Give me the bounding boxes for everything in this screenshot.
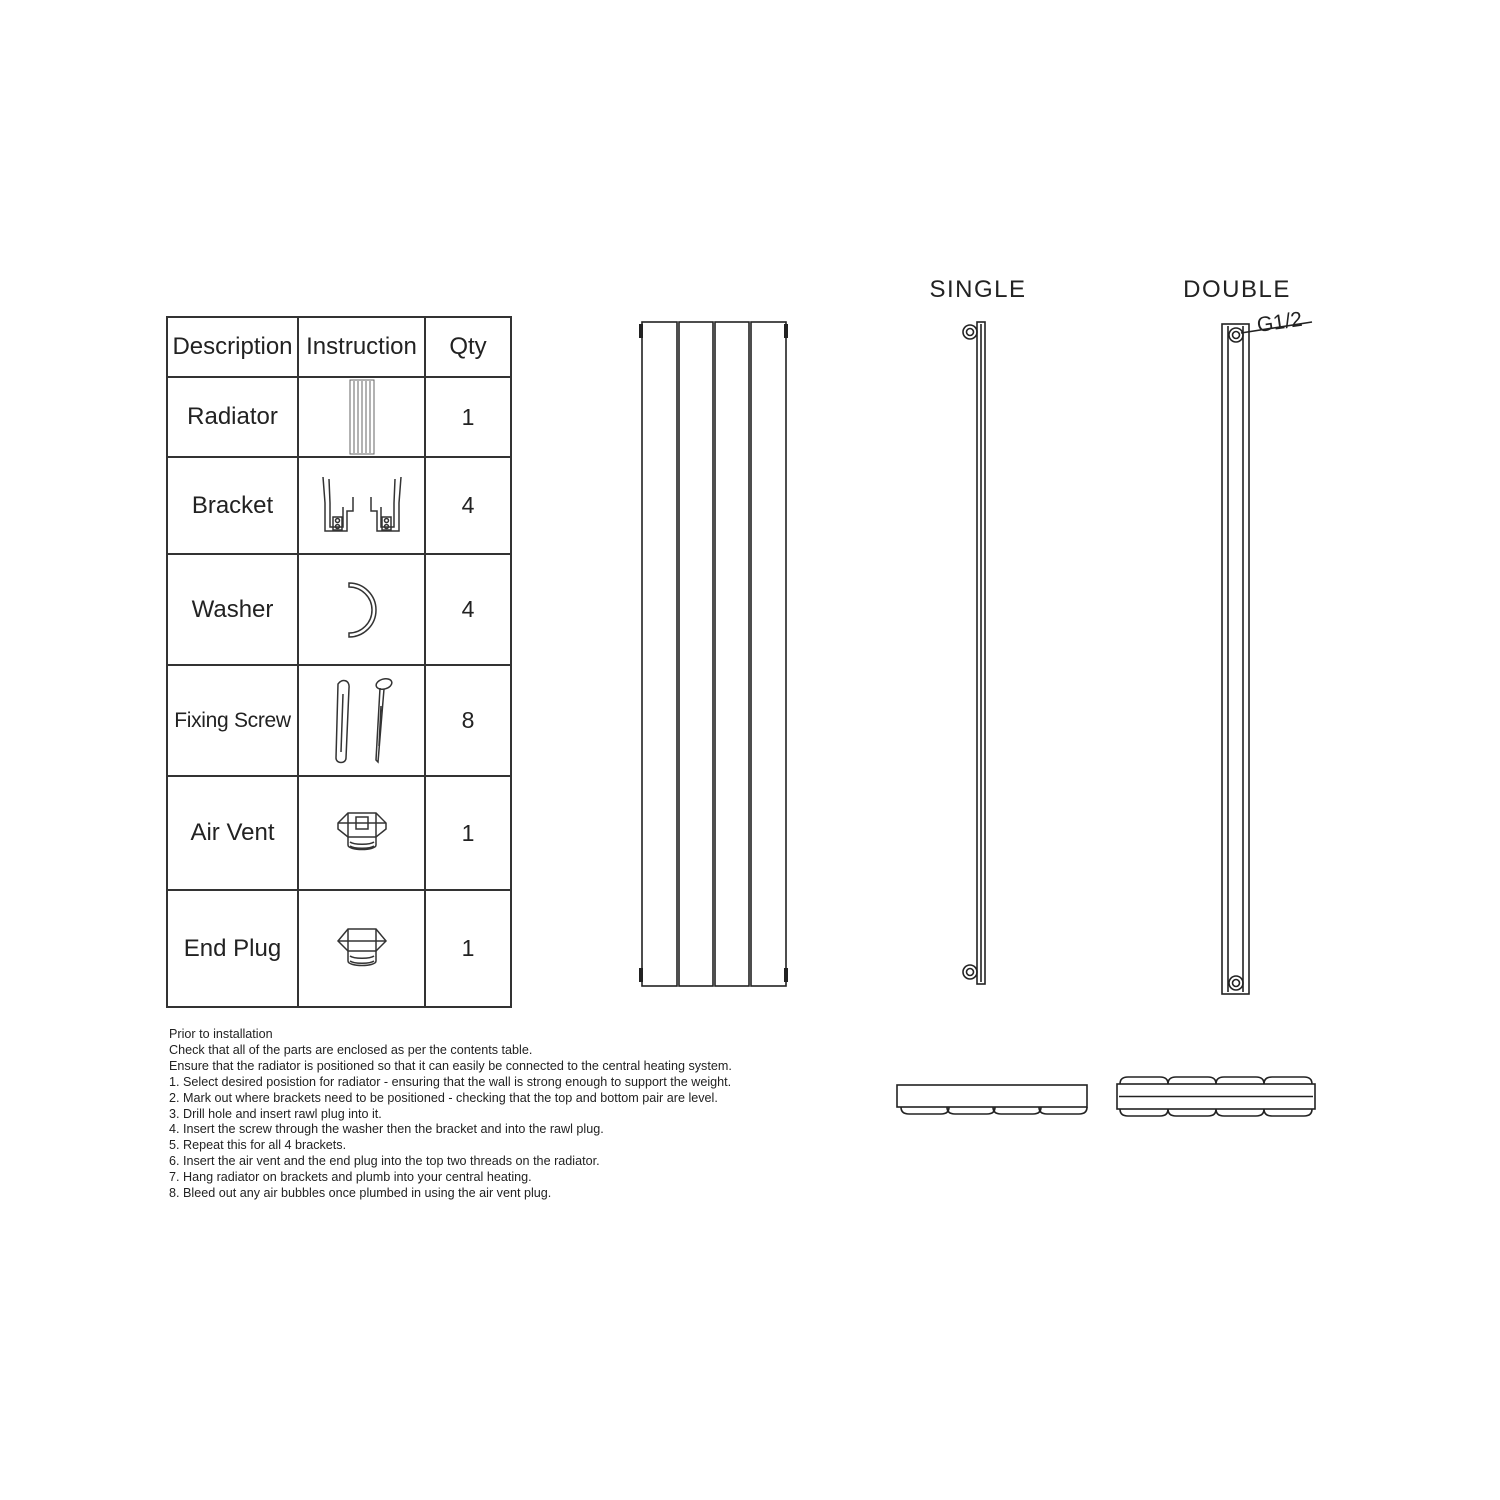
row-qty: 1 [425, 776, 511, 890]
instructions-heading: Prior to installation [169, 1027, 273, 1041]
screw-icon [322, 676, 402, 766]
front-view-tab [784, 968, 788, 982]
instruction-step: 4. Insert the screw through the washer then the bracket and into the rawl plug. [169, 1122, 604, 1137]
instruction-step: 2. Mark out where brackets need to be positioned - checking that the top and bottom pair are level. [169, 1090, 718, 1105]
air-vent-icon [334, 807, 390, 859]
row-qty: 1 [425, 890, 511, 1007]
front-panel [751, 322, 786, 986]
radiator-icon [347, 379, 377, 455]
row-icon-cell [298, 377, 425, 457]
instructions-steps [169, 1075, 809, 1202]
instruction-step: 5. Repeat this for all 4 brackets. [169, 1138, 347, 1153]
table-row [167, 554, 511, 665]
table-header-row [167, 317, 511, 377]
front-panel [715, 322, 749, 986]
header-instruction: Instruction [298, 317, 425, 377]
thread-label: G1/2 [1255, 307, 1304, 337]
front-panel [679, 322, 713, 986]
instructions-intro-line: Check that all of the parts are enclosed as per the contents table. [169, 1042, 533, 1057]
row-qty: 4 [425, 457, 511, 554]
front-view [639, 322, 788, 986]
double-label: DOUBLE [1183, 276, 1291, 303]
row-icon-cell [298, 890, 425, 1007]
top-view-single [897, 1085, 1087, 1114]
row-qty: 8 [425, 665, 511, 776]
table-row [167, 665, 511, 776]
table-row [167, 457, 511, 554]
row-qty: 4 [425, 554, 511, 665]
instruction-step: 3. Drill hole and insert rawl plug into it. [169, 1106, 382, 1121]
row-description: Fixing Screw [167, 665, 298, 776]
instruction-step: 6. Insert the air vent and the end plug into the top two threads on the radiator. [169, 1154, 600, 1169]
single-label: SINGLE [929, 276, 1027, 303]
front-panel [642, 322, 677, 986]
side-view-double [1222, 322, 1312, 994]
row-description: Air Vent [167, 776, 298, 890]
row-icon-cell [298, 554, 425, 665]
instruction-step: 1. Select desired posistion for radiator - ensuring that the wall is strong enough to support the weight. [169, 1074, 732, 1089]
table-row [167, 890, 511, 1007]
washer-icon [337, 575, 387, 645]
row-description: Washer [167, 554, 298, 665]
header-description: Description [167, 317, 298, 377]
row-qty: 1 [425, 377, 511, 457]
installation-instructions [169, 1027, 809, 1202]
row-icon-cell [298, 776, 425, 890]
parts-table [166, 316, 512, 1008]
side-view-single [963, 322, 985, 984]
row-description: Bracket [167, 457, 298, 554]
front-view-tab [639, 968, 643, 982]
row-description: Radiator [167, 377, 298, 457]
front-view-tab [784, 324, 788, 338]
row-icon-cell [298, 665, 425, 776]
bracket-icon [317, 473, 407, 539]
row-icon-cell [298, 457, 425, 554]
top-view-double [1117, 1077, 1315, 1116]
instruction-step: 7. Hang radiator on brackets and plumb into your central heating. [169, 1170, 532, 1185]
table-row [167, 377, 511, 457]
table-row [167, 776, 511, 890]
header-qty: Qty [425, 317, 511, 377]
front-view-tab [639, 324, 643, 338]
row-description: End Plug [167, 890, 298, 1007]
instructions-intro-line: Ensure that the radiator is positioned so that it can easily be connected to the central heating system. [169, 1058, 732, 1073]
instruction-step: 8. Bleed out any air bubbles once plumbed in using the air vent plug. [169, 1186, 552, 1201]
end-plug-icon [334, 923, 390, 975]
